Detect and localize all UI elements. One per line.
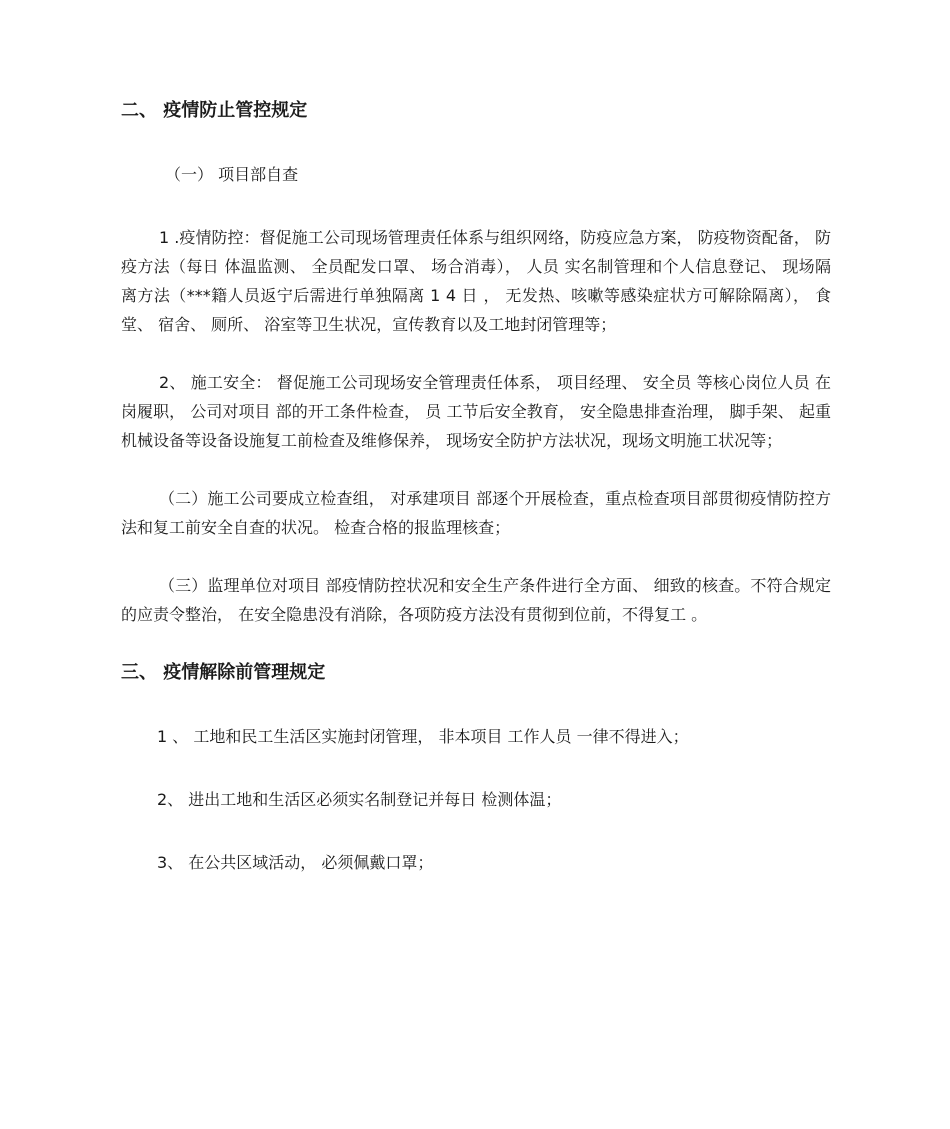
paragraph-inspection-team: （二）施工公司要成立检查组， 对承建项目 部逐个开展检查，重点检查项目部贯彻疫情防控方法和复工前安全自查的状况。 检查合格的报监理核查；: [121, 489, 831, 537]
paragraph-construction-safety: 2、 施工安全： 督促施工公司现场安全管理责任体系， 项目经理、 安全员 等核心岗位人员 在岗履职， 公司对项目 部的开工条件检查， 员 工节后安全教育， 安全隐患排查治理， 脚手架、 起重机械设备等设备设施复工前检查及维修保养， 现场安全防护方法状况，现场文明施工状况等；: [121, 373, 831, 450]
section-heading-3: 三、 疫情解除前管理规定: [121, 662, 326, 683]
section-heading-2: 二、 疫情防止管控规定: [121, 100, 308, 121]
list-item: 3、 在公共区域活动， 必须佩戴口罩；: [157, 853, 434, 872]
document-page: [121, 96, 831, 877]
paragraph-epidemic-control: 1 .疫情防控：督促施工公司现场管理责任体系与组织网络，防疫应急方案， 防疫物资配备， 防疫方法（每日 体温监测、 全员配发口罩、 场合消毒）， 人员 实名制管理和个人信息登记、 现场隔离方法（***籍人员返宁后需进行单独隔离 1 4 日 ， 无发热、咳嗽等感染症状方可解除隔离）， 食堂、 宿舍、 厕所、 浴室等卫生状况，宣传教育以及工地封闭管理等；: [121, 228, 831, 334]
subsection-heading-self-check: （一） 项目部自查: [165, 165, 299, 184]
list-item: 2、 进出工地和生活区必须实名制登记并每日 检测体温；: [157, 790, 562, 809]
list-item: 1 、 工地和民工生活区实施封闭管理， 非本项目 工作人员 一律不得进入；: [157, 727, 689, 746]
paragraph-supervision-review: （三）监理单位对项目 部疫情防控状况和安全生产条件进行全方面、 细致的核查。不符合规定的应责令整治， 在安全隐患没有消除，各项防疫方法没有贯彻到位前，不得复工 。: [121, 576, 831, 624]
